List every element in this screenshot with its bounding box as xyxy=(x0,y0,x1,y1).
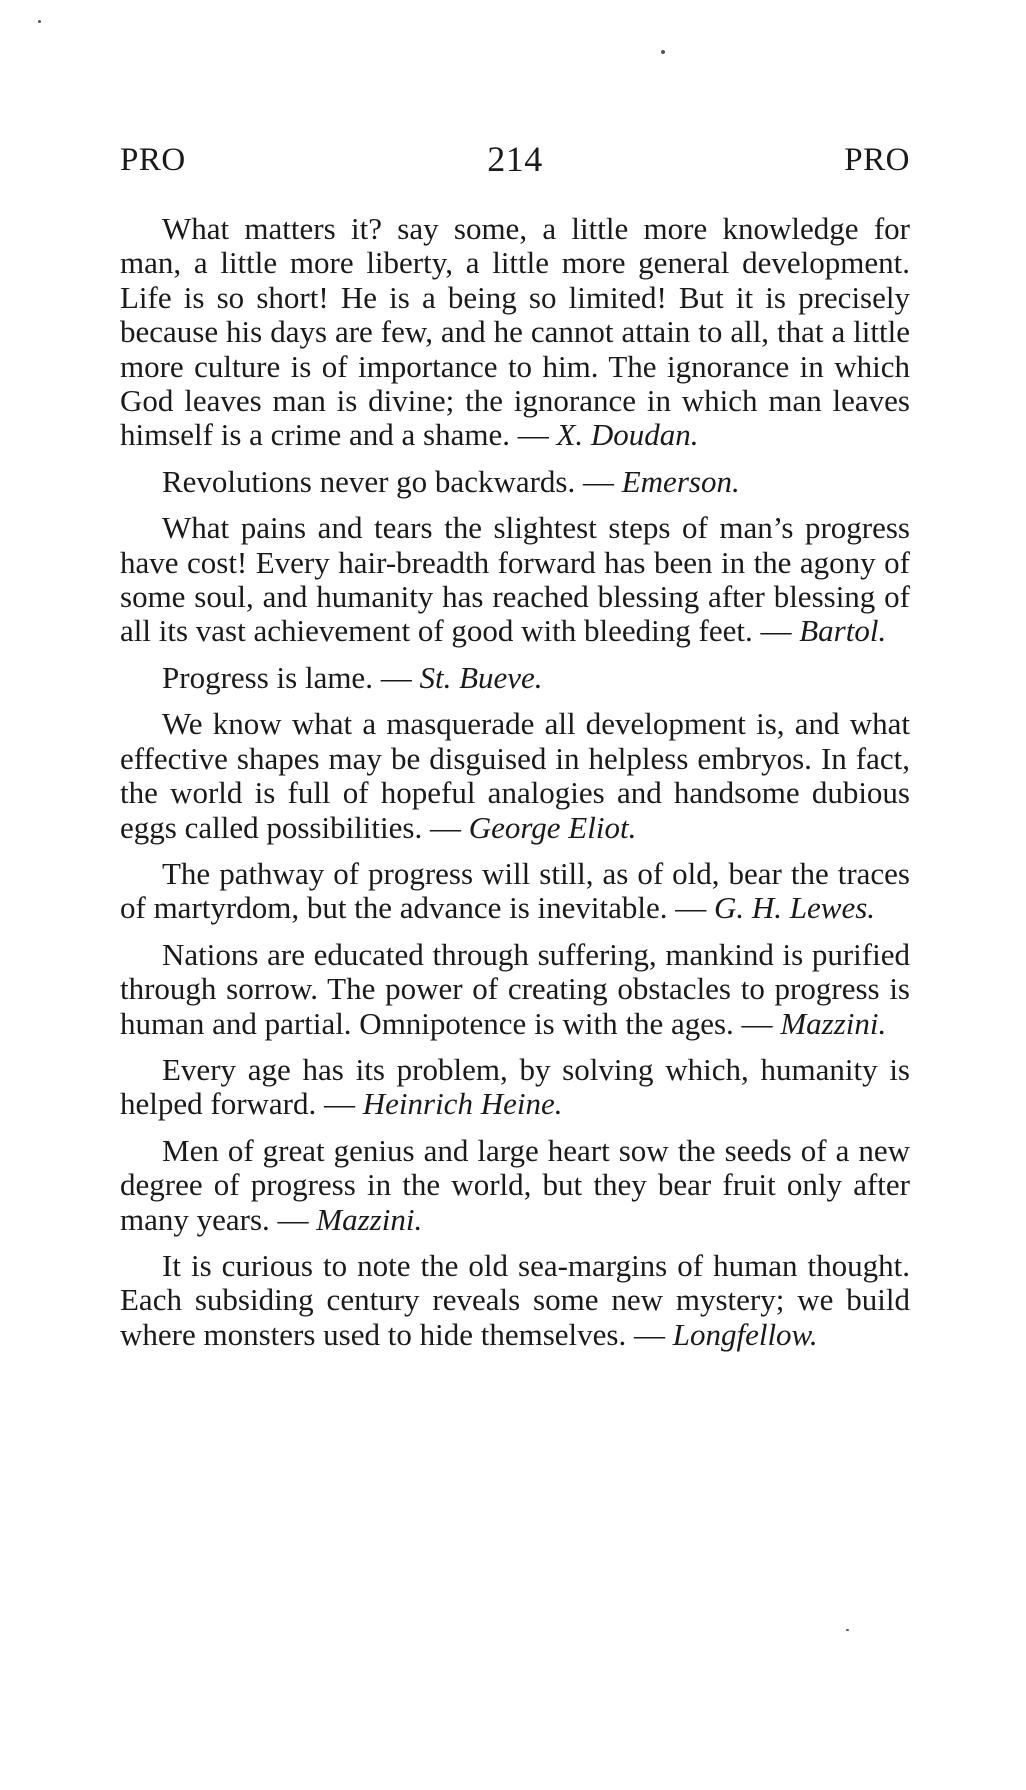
quote-author: Emerson. xyxy=(621,463,740,499)
page-number: 214 xyxy=(487,139,543,179)
quote-text: What matters it? say some, a little more knowledge for man, a little more liberty, a little more general development. Life is so short! He is a being so limited! But it is precisely because his days are few, and he cannot attain to all, that a little more culture is of importance to him. The ignorance in which God leaves man is divine; the ignorance in which man leaves himself is a crime and a shame. — xyxy=(120,211,910,453)
quote-paragraph xyxy=(120,465,910,499)
speck xyxy=(846,1629,849,1631)
quote-author: Longfellow. xyxy=(672,1316,818,1352)
quote-author: St. Bueve. xyxy=(419,659,543,695)
quote-list xyxy=(120,212,910,1364)
quote-paragraph xyxy=(120,1249,910,1352)
quote-author: G. H. Lewes. xyxy=(714,890,876,926)
speck xyxy=(661,50,665,54)
header-left: PRO xyxy=(120,142,186,178)
quote-text: Revolutions never go backwards. — xyxy=(162,463,622,499)
quote-paragraph xyxy=(120,511,910,649)
quote-text: The pathway of progress will still, as of old, bear the traces of martyrdom, but the advance is inevitable. — xyxy=(120,855,910,926)
quote-author: Mazzini. xyxy=(316,1201,423,1237)
quote-paragraph xyxy=(120,938,910,1041)
quote-paragraph xyxy=(120,1134,910,1237)
quote-text: We know what a masquerade all development is, and what effective shapes may be disguised in helpless embryos. In fact, the world is full of hopeful analogies and handsome dubious eggs called possibilities. — xyxy=(120,706,910,845)
quote-paragraph xyxy=(120,212,910,453)
quote-text: It is curious to note the old sea-margins of human thought. Each subsiding century reveals some new mystery; we build where monsters used to hide themselves. — xyxy=(120,1247,910,1352)
quote-paragraph xyxy=(120,1053,910,1122)
quote-text: Nations are educated through suffering, mankind is purified through sorrow. The power of creating obstacles to progress is human and partial. Omnipotence is with the ages. — xyxy=(120,936,910,1041)
speck xyxy=(38,20,41,23)
quote-paragraph xyxy=(120,661,910,695)
running-header xyxy=(120,139,910,182)
quote-text: Progress is lame. — xyxy=(162,659,420,695)
quote-author: Mazzini. xyxy=(780,1005,887,1041)
quote-paragraph xyxy=(120,857,910,926)
quote-author: X. Doudan. xyxy=(556,417,699,453)
quote-author: Heinrich Heine. xyxy=(362,1086,563,1122)
quote-text: What pains and tears the slightest steps of man’s progress have cost! Every hair-breadth forward has been in the agony of some soul, and humanity has reached blessing after blessing of all its vast achievement of good with bleeding feet. — xyxy=(120,510,910,649)
quote-text: Men of great genius and large heart sow the seeds of a new degree of progress in the world, but they bear fruit only after many years. — xyxy=(120,1132,910,1237)
quote-paragraph xyxy=(120,707,910,845)
quote-author: George Eliot. xyxy=(468,809,637,845)
quote-author: Bartol. xyxy=(799,613,887,649)
quote-text: Every age has its problem, by solving which, humanity is helped forward. — xyxy=(120,1051,910,1122)
header-right: PRO xyxy=(844,142,910,178)
